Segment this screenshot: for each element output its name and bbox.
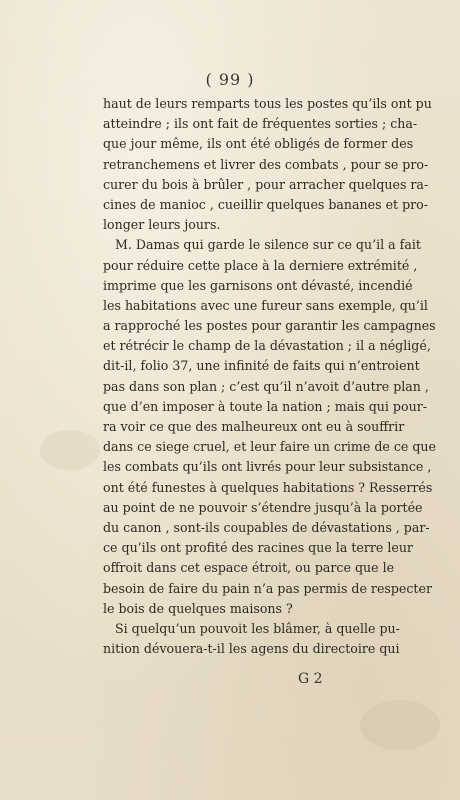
paper-stain bbox=[40, 430, 100, 470]
text-line: Si quelqu’un pouvoit les blâmer, à quelle pu- bbox=[115, 620, 400, 636]
text-line: offroit dans cet espace étroit, ou parce que le bbox=[103, 560, 395, 576]
text-line: dans ce siege cruel, et leur faire un crime de ce que bbox=[103, 439, 436, 455]
text-line: ont été funestes à quelques habitations ? Resserrés bbox=[103, 479, 433, 495]
text-line: les combats qu’ils ont livrés pour leur subsistance , bbox=[103, 459, 432, 475]
text-line: ra voir ce que des malheureux ont eu à souffrir bbox=[103, 419, 405, 434]
text-line: que d’en imposer à toute la nation ; mais qui pour- bbox=[103, 398, 427, 414]
text-line: imprime que les garnisons ont dévasté, incendié bbox=[103, 277, 413, 293]
text-line: a rapproché les postes pour garantir les campagnes bbox=[103, 318, 436, 334]
text-line: le bois de quelques maisons ? bbox=[103, 600, 293, 616]
text-line: cines de manioc , cueillir quelques bananes et pro- bbox=[103, 196, 429, 212]
text-line: du canon , sont-ils coupables de dévastations , par- bbox=[103, 519, 430, 535]
text-line: longer leurs jours. bbox=[103, 217, 221, 233]
text-line: pas dans son plan ; c’est qu’il n’avoit d’autre plan , bbox=[103, 378, 429, 394]
text-line: dit-il, folio 37, une infinité de faits qui n’entroient bbox=[103, 358, 420, 374]
text-line: les habitations avec une fureur sans exemple, qu’il bbox=[103, 297, 428, 313]
printer-signature-mark: G 2 bbox=[298, 671, 323, 687]
text-line: atteindre ; ils ont fait de fréquentes sorties ; cha- bbox=[103, 116, 418, 132]
paper-stain bbox=[360, 700, 440, 750]
text-line: besoin de faire du pain n’a pas permis de respecter bbox=[103, 580, 432, 596]
text-line: M. Damas qui garde le silence sur ce qu’il a fait bbox=[115, 237, 421, 253]
text-line: et rétrécir le champ de la dévastation ; il a négligé, bbox=[103, 338, 431, 354]
text-line: haut de leurs remparts tous les postes qu’ils ont pu bbox=[103, 96, 432, 111]
text-line: ce qu’ils ont profité des racines que la terre leur bbox=[103, 540, 413, 556]
text-line: que jour même, ils ont été obligés de former des bbox=[103, 136, 414, 152]
text-line: pour réduire cette place à la derniere extrémité , bbox=[103, 257, 418, 273]
page-number: ( 99 ) bbox=[205, 70, 255, 89]
text-line: nition dévouera-t-il les agens du directoire qui bbox=[103, 641, 400, 657]
text-line: au point de ne pouvoir s’étendre jusqu’à la portée bbox=[103, 499, 423, 515]
text-line: retranchemens et livrer des combats , pour se pro- bbox=[103, 156, 429, 172]
body-text bbox=[103, 94, 436, 659]
text-line: curer du bois à brûler , pour arracher quelques ra- bbox=[103, 176, 429, 192]
